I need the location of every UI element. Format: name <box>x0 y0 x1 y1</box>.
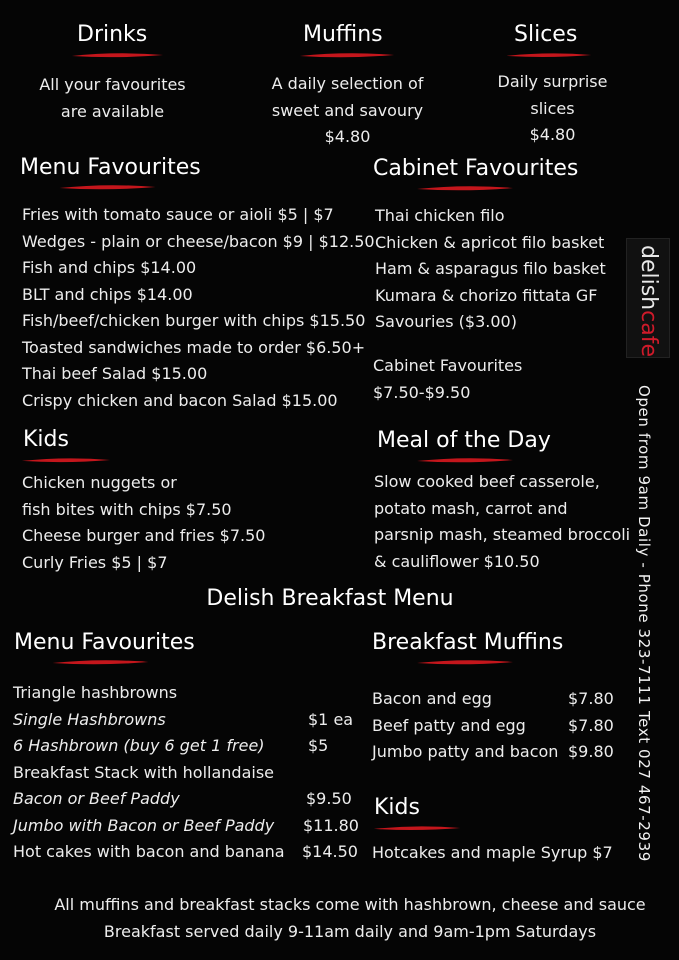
meal-of-day-desc: Slow cooked beef casserole, potato mash, carrot and parsnip mash, steamed broccoli & cauliflower $10.50 <box>374 472 631 571</box>
muffins-title: Muffins <box>303 22 383 47</box>
list-item: Wedges - plain or cheese/bacon $9 | $12.50 <box>22 231 375 251</box>
list-item: 6 Hashbrown (buy 6 get 1 free) $5 <box>13 736 329 755</box>
breakfast-kids-list <box>372 840 613 867</box>
cabinet-favourites-list <box>375 203 606 336</box>
list-item: Toasted sandwiches made to order $6.50+ <box>22 337 366 357</box>
list-item: Crispy chicken and bacon Salad $15.00 <box>22 390 338 410</box>
list-item: Fish/beef/chicken burger with chips $15.50 <box>22 311 366 330</box>
opening-hours-contact: Open from 9am Daily - Phone 323-7111 Text 027 467-2939 <box>635 385 653 862</box>
list-item: Savouries ($3.00) <box>375 312 517 331</box>
muffins-desc: A daily selection of sweet and savoury $4.80 <box>271 74 424 146</box>
slices-desc: Daily surprise slices $4.80 <box>497 72 608 144</box>
list-item: Jumbo patty and bacon $9.80 <box>372 742 614 761</box>
list-item: Triangle hashbrowns <box>13 683 178 702</box>
list-item: Thai beef Salad $15.00 <box>22 364 208 383</box>
cabinet-favourites-swoosh <box>400 183 530 193</box>
list-item: Fries with tomato sauce or aioli $5 | $7 <box>22 205 334 224</box>
breakfast-favourites-title: Menu Favourites <box>14 630 195 655</box>
list-item: Single Hashbrowns $1 ea <box>13 709 354 729</box>
list-item: Ham & asparagus filo basket <box>375 259 606 278</box>
list-item: Thai chicken filo <box>375 206 505 225</box>
slices-title: Slices <box>514 22 578 47</box>
meal-of-day-swoosh <box>395 455 535 465</box>
cabinet-favourites-title: Cabinet Favourites <box>373 156 579 181</box>
slices-swoosh <box>505 50 593 60</box>
drinks-desc: All your favourites are available <box>39 75 186 121</box>
kids-swoosh <box>20 455 112 465</box>
kids-title: Kids <box>23 427 69 452</box>
list-item: Beef patty and egg $7.80 <box>372 715 614 735</box>
breakfast-muffins-swoosh <box>400 657 530 667</box>
list-item: Cheese burger and fries $7.50 <box>22 526 266 545</box>
list-item: Breakfast Stack with hollandaise <box>13 762 275 782</box>
list-item: Bacon or Beef Paddy $9.50 <box>13 789 352 808</box>
muffins-swoosh <box>298 50 396 60</box>
menu-favourites-list <box>22 202 375 414</box>
footer-hours: Breakfast served daily 9-11am daily and 9am-1pm Saturdays <box>103 922 597 941</box>
breakfast-muffins-title: Breakfast Muffins <box>372 630 564 655</box>
list-item: Jumbo with Bacon or Beef Paddy $11.80 <box>13 815 359 835</box>
list-item: Bacon and egg $7.80 <box>372 689 614 708</box>
menu-favourites-swoosh <box>55 182 160 192</box>
delish-cafe-logo: delishcafe <box>626 238 670 358</box>
breakfast-muffins-list <box>372 686 622 766</box>
list-item: Hot cakes with bacon and banana $14.50 <box>13 842 358 861</box>
drinks-swoosh <box>70 50 165 60</box>
list-item: Kumara & chorizo fittata GF <box>375 285 598 305</box>
list-item: Chicken & apricot filo basket <box>375 232 605 252</box>
footer-note: All muffins and breakfast stacks come with hashbrown, cheese and sauce <box>54 895 646 914</box>
list-item: Chicken nuggets or <box>22 473 177 492</box>
breakfast-favourites-list <box>13 680 358 866</box>
kids-list <box>22 470 265 576</box>
list-item: fish bites with chips $7.50 <box>22 499 232 519</box>
list-item: Fish and chips $14.00 <box>22 258 197 277</box>
list-item: Hotcakes and maple Syrup $7 <box>372 843 613 862</box>
breakfast-menu-title: Delish Breakfast Menu <box>206 586 454 611</box>
breakfast-kids-title: Kids <box>374 795 420 820</box>
menu-favourites-title: Menu Favourites <box>20 155 201 180</box>
list-item: BLT and chips $14.00 <box>22 284 193 304</box>
breakfast-favourites-swoosh <box>48 657 153 667</box>
list-item: Curly Fries $5 | $7 <box>22 552 168 572</box>
meal-of-day-title: Meal of the Day <box>377 428 551 453</box>
drinks-title: Drinks <box>77 22 148 47</box>
cabinet-favourites-price: Cabinet Favourites $7.50-$9.50 <box>373 356 523 402</box>
breakfast-kids-swoosh <box>372 823 462 833</box>
